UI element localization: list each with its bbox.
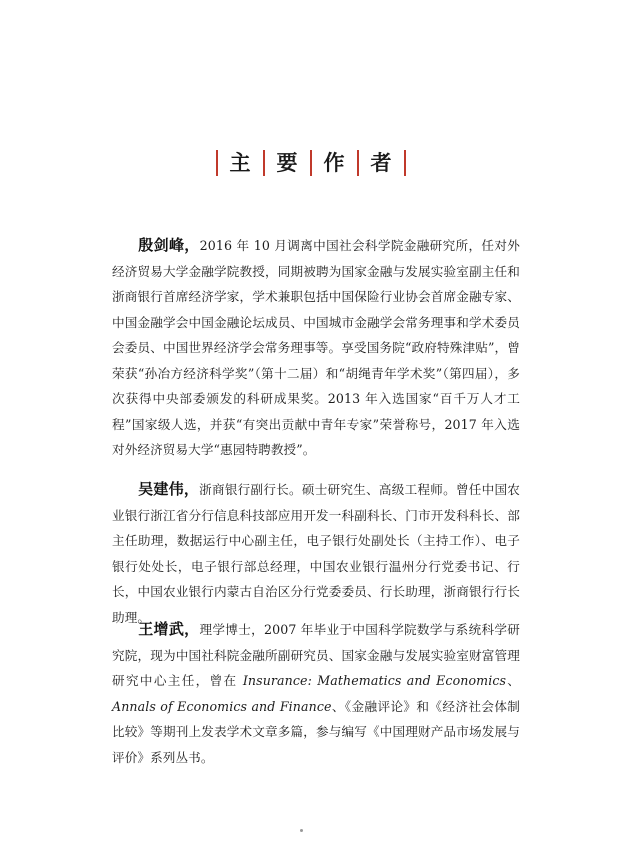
author-description: 2016 年 10 月调离中国社会科学院金融研究所，任对外经济贸易大学金融学院教授，同期被聘为国家金融与发展实验室副主任和浙商银行首席经济学家，学术兼职包括中国保险行业协会首席金融专家、中国金融学会中国金融论坛成员、中国城市金融学会常务理事和学术委员会委员、中国世界经济学会常务理事等。享受国务院“政府特殊津贴”，曾荣获“孙冶方经济科学奖”（第十二届）和“胡绳青年学术奖”（第四届），多次获得中央部委颁发的科研成果奖。2013 年入选国家“百千万人才工程”国家级人选，并获“有突出贡献中青年专家”荣誉称号，2017 年入选对外经济贸易大学“惠园特聘教授”。 xyxy=(112,238,520,457)
author-name: 吴建伟， xyxy=(138,480,200,498)
section-title-inner xyxy=(216,150,406,176)
page-speck xyxy=(300,829,303,832)
author-name: 王增武， xyxy=(138,620,200,638)
title-char: 主 xyxy=(229,150,251,175)
author-description: 理学博士，2007 年毕业于中国科学院数学与系统科学研究院，现为中国社科院金融所副研究员、国家金融与发展实验室财富管理研究中心主任，曾在 xyxy=(112,622,520,688)
author-bio-wu xyxy=(112,477,520,630)
title-char: 要 xyxy=(276,150,298,175)
title-char: 者 xyxy=(370,150,392,175)
section-title xyxy=(0,148,621,178)
title-char: 作 xyxy=(323,150,345,175)
author-description: 浙商银行副行长。硕士研究生、高级工程师。曾任中国农业银行浙江省分行信息科技部应用开发一科副科长、门市开发科科长、部主任助理，数据运行中心副主任，电子银行处副处长（主持工作）、电子银行处处长，电子银行部总经理，中国农业银行温州分行党委书记、行长，中国农业银行内蒙古自治区分行党委委员、行长助理，浙商银行行长助理。 xyxy=(112,482,521,625)
author-description: 、《金融评论》和《经济社会体制比较》等期刊上发表学术文章多篇，参与编写《中国理财产品市场发展与评价》系列丛书。 xyxy=(112,698,520,765)
author-bio-wang xyxy=(112,617,520,770)
journal-title: Insurance: Mathematics and Economics xyxy=(242,673,507,688)
journal-title: Annals of Economics and Finance xyxy=(112,698,332,714)
author-name: 殷剑峰， xyxy=(138,236,200,254)
author-bio-yin xyxy=(112,233,520,463)
separator-text: 、 xyxy=(506,673,520,688)
title-divider-bar xyxy=(404,150,406,176)
